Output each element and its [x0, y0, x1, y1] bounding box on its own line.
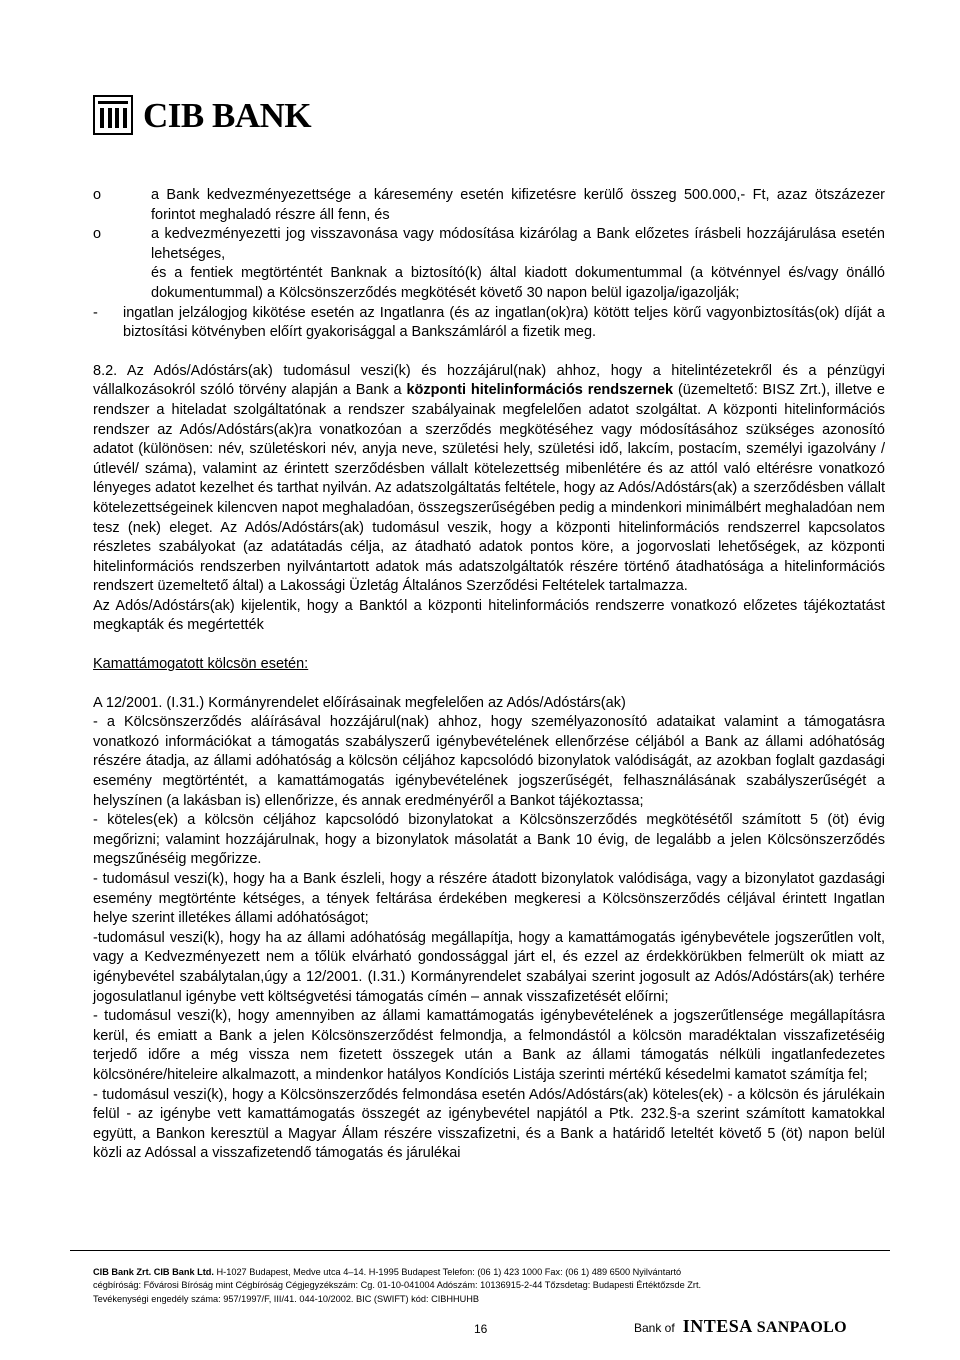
dash-paragraph: - tudomásul veszi(k), hogy ha a Bank észleli, hogy a részére átadott bizonylatok valódisága, vagy a bizonylatot gazdasági esemény megtörténte kétséges, a tények feltárása érdekében megkeresi a Kölcsönszerződés céljával érintett Ingatlan helye szerint illetékes állami adóhatóságot; [93, 871, 885, 927]
list-item-text: a Bank kedvezményezettsége a káresemény esetén kifizetésre kerülő összeg 500.000,- Ft, azaz ötszázezer forintot meghaladó részre áll fenn, és [151, 187, 885, 223]
dash-item [93, 304, 885, 343]
dash-paragraph: - a Kölcsönszerződés aláírásával hozzájárul(nak) ahhoz, hogy személyazonosító adataikat valamint a támogatásra vonatkozó információkat a támogatás szabályszerű igénybevételének ellenőrzése céljából a Bank az állami adóhatóság részére átadja, az állami adóhatóság a kölcsön céljához kapcsolódó bizonylatok valódiságát, az azokban foglalt gazdasági esemény megtörténtét, a kamattámogatás igénybevételének jogszerűségét, felhasználásának szabályszerűségét a helyszínen (a lakásban is) ellenőrizze, és annak eredményéről a Bankot tájékoztassa; [93, 714, 885, 809]
cib-bank-logo [93, 95, 311, 135]
list-item-text: a kedvezményezetti jog visszavonása vagy módosítása kizárólag a Bank előzetes írásbeli hozzájárulása esetén lehetséges, [151, 226, 885, 262]
list-item [93, 186, 885, 225]
section-8-2-declaration: Az Adós/Adóstárs(ak) kijelentik, hogy a Banktól a központi hitelinformációs rendszerre vonatkozó előzetes tájékoztatást megkapták és megértették [93, 597, 885, 634]
logo-text: CIB BANK [143, 95, 312, 135]
intesa-sanpaolo-logo [634, 1316, 847, 1337]
section-8-2-rest: (üzemeltető: BISZ Zrt.), illetve e rendszer a hiteladat szolgáltatónak a rendszer szabályainak megfelelően adatot szolgáltat. A központi hitelinformációs rendszer az Adós/Adóstárs(ak)ra vonatkozóan a szerződés megkötéséhez vagy módosításához szükséges azonosító adatot (különösen: név, születéskori név, anyja neve, születési hely, születési idő, lakcím, postacím, személyi igazolvány /útlevél/ száma), valamint az érintett szerződésben vállalt kötelezettség mibenlétére és az attól való eltérésre vonatkozó lényeges adatot kezelhet és tarthat nyilván. Az adatszolgáltatás feltétele, hogy az Adós/Adóstárs(ak) a szerződésben vállalt kötelezettségeinek kilencven napot meghaladóan, összegszerűségében pedig a mindenkori minimálbért meghaladóan nem tesz (nek) eleget. Az Adós/Adóstárs(ak) tudomásul veszik, hogy a központi hitelinformációs rendszerrel kapcsolatos részletes szabályokat (az adatátadás célja, az átadható adatok pontos köre, a jogorvoslati lehetőségek, az központi hitelinformációs rendszerben nyilvántartott adatok más adatszolgáltatók részére történő átadhatósága a hitelinformációs rendszert üzemeltető által) a Lakossági Üzletág Általános Szerződési Feltételek tartalmazza. [93, 382, 885, 595]
decree-line: A 12/2001. (I.31.) Kormányrendelet előírásainak megfelelően az Adós/Adóstárs(ak) [93, 694, 626, 711]
bank-of-label: Bank of [634, 1321, 675, 1335]
dash-paragraph: - köteles(ek) a kölcsön céljához kapcsolódó bizonylatokat a Kölcsönszerződés megkötésétől számított 5 (öt) évig megőrizni; valamint hozzájárulnak, hogy a bizonylatok másolatát a Bank 10 évig, de legalább a jelen Kölcsönszerződés megszűnéséig megőrizze. [93, 812, 885, 868]
subheading: Kamattámogatott kölcsön esetén: [93, 656, 309, 673]
bank-building-icon [93, 95, 133, 135]
section-8-2-start: 8.2. Az Adós/Adóstárs(ak) tudomásul veszi(k) és hozzájárul(nak) ahhoz, hogy a hitelintézetekről és a pénzügyi vállalkozásokról szóló törvény alapján a Bank a [93, 362, 885, 399]
list-item [93, 225, 885, 264]
dash-paragraph: - tudomásul veszi(k), hogy amennyiben az állami kamattámogatás igénybevételének a jogszerűtlensége megállapításra kerül, és emiatt a Bank a jelen Kölcsönszerződést felmondja, a felmondástól a kölcsön maradéktalan visszafizetéséig terjedő időre a még vissza nem fizetett összegek után a Bank az állami támogatás nélküli ingatlanfedezetes kölcsönére/hiteleire alkalmazott, a mindenkor hatályos Kondíciós Listája szerinti mértékű késedelmi kamatot számítja fel; [93, 1008, 885, 1083]
footer-address: H-1027 Budapest, Medve utca 4–14. H-1995 Budapest Telefon: (06 1) 423 1000 Fax: (06 1) 489 6500 Nyilvántartó [213, 1267, 682, 1277]
footer-line-2: cégbíróság: Fővárosi Bíróság mint Cégbíróság Cégjegyzékszám: Cg. 01-10-041004 Adószám: 10136915-2-44 Tőzsdetag: Budapesti Értéktőzsde Zrt. [93, 1280, 702, 1291]
section-8-2-bold: központi hitelinformációs rendszernek [406, 382, 674, 399]
intesa-label: INTESA [682, 1316, 753, 1336]
sanpaolo-label: SANPAOLO [756, 1319, 847, 1336]
dash-item-text: ingatlan jelzálogjog kikötése esetén az Ingatlanra (és az ingatlan(ok)ra) kötött teljes körű vagyonbiztosítás(ok) díját a biztosítási kötvényben előírt gyakorisággal a Bankszámláról a fizetik meg. [123, 304, 885, 341]
dash-paragraph: - tudomásul veszi(k), hogy a Kölcsönszerződés felmondása esetén Adós/Adóstárs(ak) köteles(ek) - a kölcsön és járulékain felül - az igénybe vett kamattámogatás összegét az igénybevétel napjától a Ptk. 232.§-a szerint számított kamatokkal együtt, a Bankon keresztül a Magyar Állam részére visszafizetni, és a Bank a határidő leteltét követő 5 (öt) napon belül közli az Adóssal a visszafizetendő támogatás és járulékai [93, 1086, 885, 1162]
page-number: 16 [474, 1322, 488, 1336]
dash-paragraph: -tudomásul veszi(k), hogy ha az állami adóhatóság megállapítja, hogy a kamattámogatás igénybevétele jogszerűtlen volt, vagy a Kedvezményezett nem a tőlük elvárható gondossággal járt el, és ezzel az érdekkörükben felmerült ok miatt az igénybevétel szabálytalan,úgy a 12/2001. (I.31.) Kormányrendelet szabályai szerint jogosult az Adós/Adóstárs(ak) terhére jogosulatlanul igénybe vett költségvetési támogatás címén – annak visszafizetését előírni; [93, 929, 885, 1005]
footer-divider [70, 1250, 890, 1251]
footer [93, 1266, 893, 1306]
section-8-2 [93, 362, 885, 597]
dash-marker: - [93, 304, 98, 321]
list-continuation: és a fentiek megtörténtét Banknak a biztosító(k) által kiadott dokumentummal (a kötvénnyel és/vagy önálló dokumentummal) a Kölcsönszerződés megkötését követő 30 napon belül igazolja/igazolják; [151, 265, 885, 301]
footer-line-1 [93, 1266, 893, 1279]
footer-company: CIB Bank Zrt. CIB Bank Ltd. [93, 1267, 214, 1277]
list-marker: o [93, 187, 102, 203]
footer-line-3: Tevékenységi engedély száma: 957/1997/F, III/41. 044-10/2002. BIC (SWIFT) kód: CIBHHUHB [93, 1293, 480, 1304]
list-marker: o [93, 226, 102, 243]
document-body [93, 186, 885, 1164]
